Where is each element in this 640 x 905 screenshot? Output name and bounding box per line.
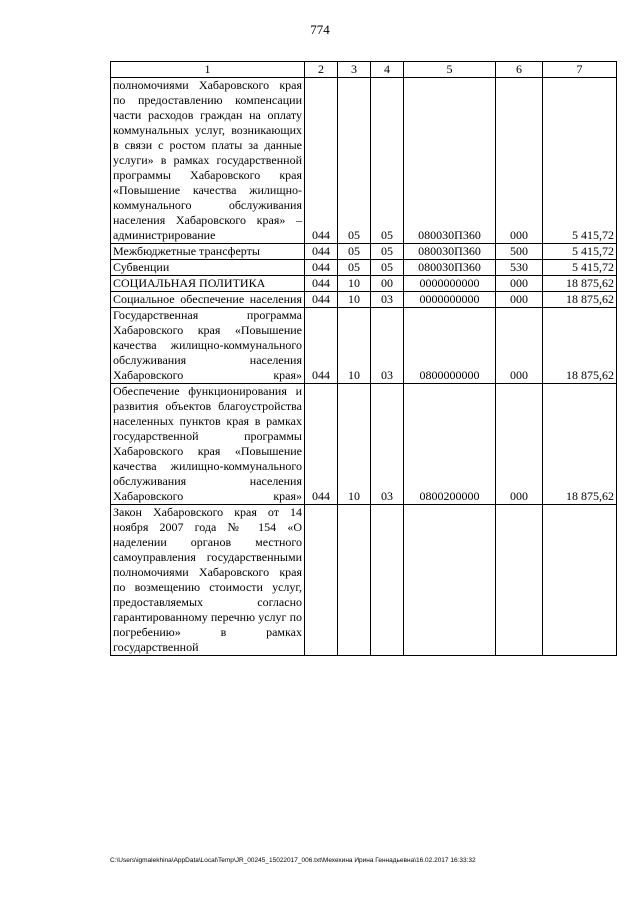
cell-section: 10 <box>338 276 371 292</box>
cell-expense-type: 000 <box>496 384 543 505</box>
cell-target-item: 0000000000 <box>404 276 496 292</box>
table-row <box>111 276 617 292</box>
cell-ministry-code: 044 <box>305 292 338 308</box>
row-description: Государственная программа Хабаровского края «Повышение качества жилищно-коммунального обслуживания населения Хабаровского края» <box>111 308 305 384</box>
cell-section: 10 <box>338 292 371 308</box>
row-description: Межбюджетные трансферты <box>111 244 305 260</box>
cell-subsection: 03 <box>371 308 404 384</box>
cell-section: 10 <box>338 308 371 384</box>
cell-ministry-code <box>305 505 338 656</box>
cell-expense-type: 000 <box>496 292 543 308</box>
column-header: 5 <box>404 62 496 78</box>
cell-amount: 18 875,62 <box>543 384 617 505</box>
page-number: 774 <box>310 22 330 37</box>
cell-ministry-code: 044 <box>305 260 338 276</box>
column-header: 2 <box>305 62 338 78</box>
table-header-row <box>111 62 617 78</box>
cell-amount: 18 875,62 <box>543 308 617 384</box>
cell-target-item: 080030П360 <box>404 260 496 276</box>
column-header: 4 <box>371 62 404 78</box>
column-header: 1 <box>111 62 305 78</box>
cell-target-item <box>404 505 496 656</box>
table-row <box>111 260 617 276</box>
cell-subsection: 03 <box>371 292 404 308</box>
budget-table <box>110 61 617 656</box>
row-description: СОЦИАЛЬНАЯ ПОЛИТИКА <box>111 276 305 292</box>
cell-expense-type: 530 <box>496 260 543 276</box>
cell-subsection: 03 <box>371 384 404 505</box>
cell-amount: 5 415,72 <box>543 78 617 244</box>
cell-section: 10 <box>338 384 371 505</box>
cell-ministry-code: 044 <box>305 308 338 384</box>
row-description: полномочиями Хабаровского края по предоставлению компенсации части расходов граждан на оплату коммунальных услуг, возникающих в связи с ростом платы за данные услуги» в рамках государственной программы Хабаровского края «Повышение качества жилищно-коммунального обслуживания населения Хабаровского края» – администрирование <box>111 78 305 244</box>
cell-amount <box>543 505 617 656</box>
cell-amount: 18 875,62 <box>543 276 617 292</box>
cell-ministry-code: 044 <box>305 384 338 505</box>
table-row <box>111 384 617 505</box>
cell-subsection: 05 <box>371 78 404 244</box>
cell-expense-type: 000 <box>496 78 543 244</box>
column-header: 3 <box>338 62 371 78</box>
cell-subsection: 00 <box>371 276 404 292</box>
cell-target-item: 0800200000 <box>404 384 496 505</box>
row-description: Субвенции <box>111 260 305 276</box>
row-description: Социальное обеспечение населения <box>111 292 305 308</box>
cell-expense-type <box>496 505 543 656</box>
cell-section: 05 <box>338 244 371 260</box>
cell-amount: 18 875,62 <box>543 292 617 308</box>
cell-target-item: 080030П360 <box>404 78 496 244</box>
table-row <box>111 505 617 656</box>
cell-section: 05 <box>338 260 371 276</box>
cell-target-item: 0800000000 <box>404 308 496 384</box>
cell-subsection: 05 <box>371 244 404 260</box>
table-row <box>111 244 617 260</box>
row-description: Закон Хабаровского края от 14 ноября 2007 года № 154 «О наделении органов местного самоуправления государственными полномочиями Хабаровского края по возмещению стоимости услуг, предоставляемых согласно гарантированному перечню услуг по погребению» в рамках государственной <box>111 505 305 656</box>
cell-target-item: 080030П360 <box>404 244 496 260</box>
table-row <box>111 78 617 244</box>
cell-subsection: 05 <box>371 260 404 276</box>
column-header: 7 <box>543 62 617 78</box>
cell-section <box>338 505 371 656</box>
cell-ministry-code: 044 <box>305 276 338 292</box>
cell-expense-type: 000 <box>496 308 543 384</box>
cell-target-item: 0000000000 <box>404 292 496 308</box>
table-row <box>111 292 617 308</box>
row-description: Обеспечение функционирования и развития объектов благоустройства населенных пунктов края в рамках государственной программы Хабаровского края «Повышение качества жилищно-коммунального обслуживания населения Хабаровского края» <box>111 384 305 505</box>
cell-ministry-code: 044 <box>305 244 338 260</box>
cell-section: 05 <box>338 78 371 244</box>
cell-amount: 5 415,72 <box>543 260 617 276</box>
cell-ministry-code: 044 <box>305 78 338 244</box>
cell-expense-type: 000 <box>496 276 543 292</box>
column-header: 6 <box>496 62 543 78</box>
cell-amount: 5 415,72 <box>543 244 617 260</box>
cell-subsection <box>371 505 404 656</box>
footer-file-path: C:\Users\igmalekhina\AppData\Local\Temp\JR_00245_15022017_006.txt\Мехехина Ирина Геннадьевна\16.02.2017 16:33:32 <box>110 857 476 864</box>
cell-expense-type: 500 <box>496 244 543 260</box>
table-row <box>111 308 617 384</box>
